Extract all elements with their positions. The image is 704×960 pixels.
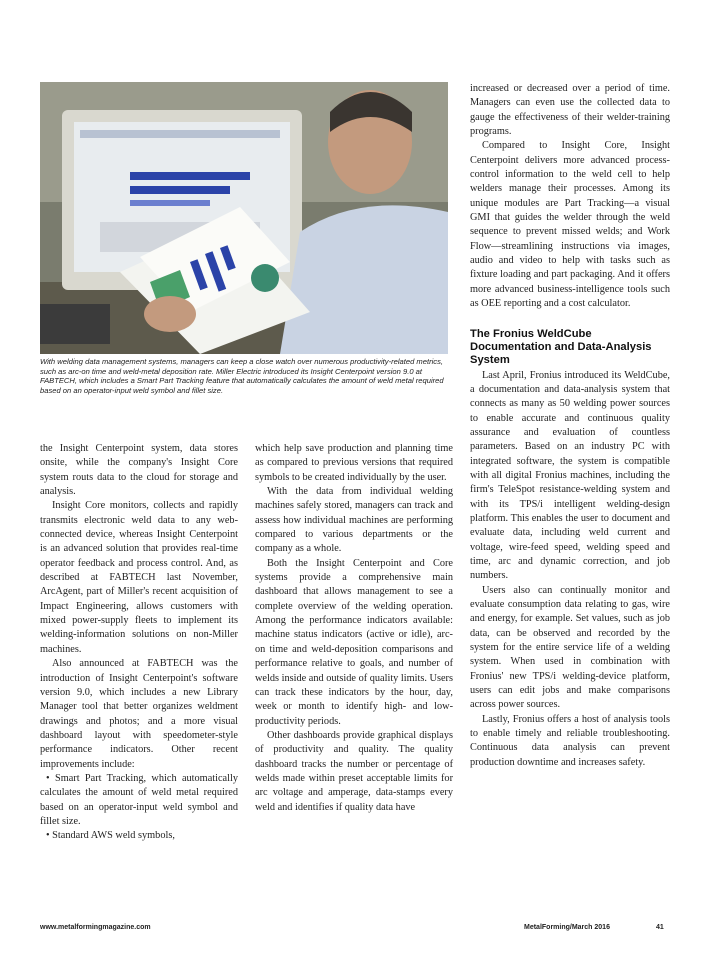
paragraph: Compared to Insight Core, Insight Centerpoint delivers more advanced process-control information to the weld cell to help welders manage their processes. Among its unique modules are Part Tracking—a visual GMI that guides the welder through the weld sequence to prevent missed welds; and Work Flow—streamlining instructions via images, audio and video to help with tasks such as fixture loading and part packaging. And it offers more advanced business-intelligence tools such as OEE reporting and a cost calculator. <box>470 140 670 310</box>
column-right-bottom <box>470 369 670 771</box>
footer-issue: MetalForming/March 2016 <box>524 924 610 931</box>
paragraph: • Smart Part Tracking, which automatically calculates the amount of weld metal required based on an operator-input weld symbol and fillet size. <box>40 772 238 827</box>
column-right <box>470 82 670 770</box>
paragraph: Insight Core monitors, collects and rapidly transmits electronic weld data to any web-connected device, whereas Insight Centerpoint is an advanced solution that provides real-time operator feedback and process control. And, as described at FABTECH last November, ArcAgent, part of Miller's recent acquisition of Impact Engineering, allows customers with mixed power-supply fleets to implement its welding-information solutions on non-Miller machines. <box>40 500 238 655</box>
paragraph: Other dashboards provide graphical displays of productivity and quality. The quality dashboard tracks the number or percentage of welds made within preset acceptable limits for arc voltage and amperage, data-stamps every weld and identifies if quality data have <box>255 729 453 813</box>
person-reviewing-weld-reports-photo <box>40 82 448 354</box>
paragraph: Also announced at FABTECH was the introduction of Insight Centerpoint's software version 9.0, which includes a new Library Manager tool that better organizes weldment drawings and photos; and a more visual dashboard layout with speedometer-style performance indicators. Other recent improvements include: <box>40 658 238 770</box>
photo-caption: With welding data management systems, managers can keep a close watch over numerous productivity-related metrics, such as arc-on time and weld-metal deposition rate. Miller Electric introduced its Insight Centerpoint version 9.0 at FABTECH, which includes a Smart Part Tracking feature that automatically calculates the amount of weld metal required based on an operator-input weld symbol and fillet size. <box>40 357 444 395</box>
paragraph: Users also can continually monitor and evaluate consumption data relating to gas, wire and energy, for example. Set values, such as job data, can be observed and recorded by the system for the entire service life of a welding system. When used in combination with Fronius' new TPS/i welding-device platform, users can edit jobs and make comparisons across power sources. <box>470 584 670 711</box>
paragraph: which help save production and planning time as compared to previous versions that required symbols to be created individually by the user. <box>255 443 453 483</box>
article-photo <box>40 82 448 354</box>
footer-website: www.metalformingmagazine.com <box>40 924 151 931</box>
paragraph: With the data from individual welding machines safely stored, managers can track and assess how individual machines are performing compared to various departments or the company as a whole. <box>255 486 453 555</box>
paragraph: Last April, Fronius introduced its WeldCube, a documentation and data-analysis system that connects as many as 50 welding power sources to enable accurate and continuous quality assurance and evaluation of countless parameters. Based on an industry PC with integrated software, the system is compatible with all digital Fronius machines, including the firm's TeleSpot resistance-welding system and with its TPS/i intelligent welding-design platform. This enables the user to document and evaluate data, including weld current and voltage, wire-feed speed, welding speed and time, arc and dynamic correction, and job numbers. <box>470 369 670 582</box>
paragraph: Both the Insight Centerpoint and Core systems provide a comprehensive main dashboard that allows management to see a complete overview of the welding operation. Among the performance indicators available: machine status indicators (active or idle), arc-on time and weld-deposition comparisons and performance relative to goals, and number of welds inside and outside of quality limits. Users can track these indicators by the hour, day, week or month to identify high- and low-productivity periods. <box>255 557 453 727</box>
page-number: 41 <box>656 924 664 931</box>
column-left <box>40 442 238 844</box>
paragraph: increased or decreased over a period of time. Managers can even use the collected data to gauge the effectiveness of their welder-training programs. <box>470 83 670 138</box>
column-right-top <box>470 82 670 312</box>
paragraph: the Insight Centerpoint system, data stores onsite, while the company's Insight Core system routs data to the cloud for storage and analysis. <box>40 443 238 498</box>
paragraph: Lastly, Fronius offers a host of analysis tools to enable timely and reliable troubleshooting. Continuous data analysis can prevent production downtime and increases safety. <box>470 713 670 768</box>
column-middle <box>255 442 453 815</box>
section-heading: The Fronius WeldCube Documentation and Data-Analysis System <box>470 327 652 366</box>
paragraph: • Standard AWS weld symbols, <box>46 830 175 842</box>
